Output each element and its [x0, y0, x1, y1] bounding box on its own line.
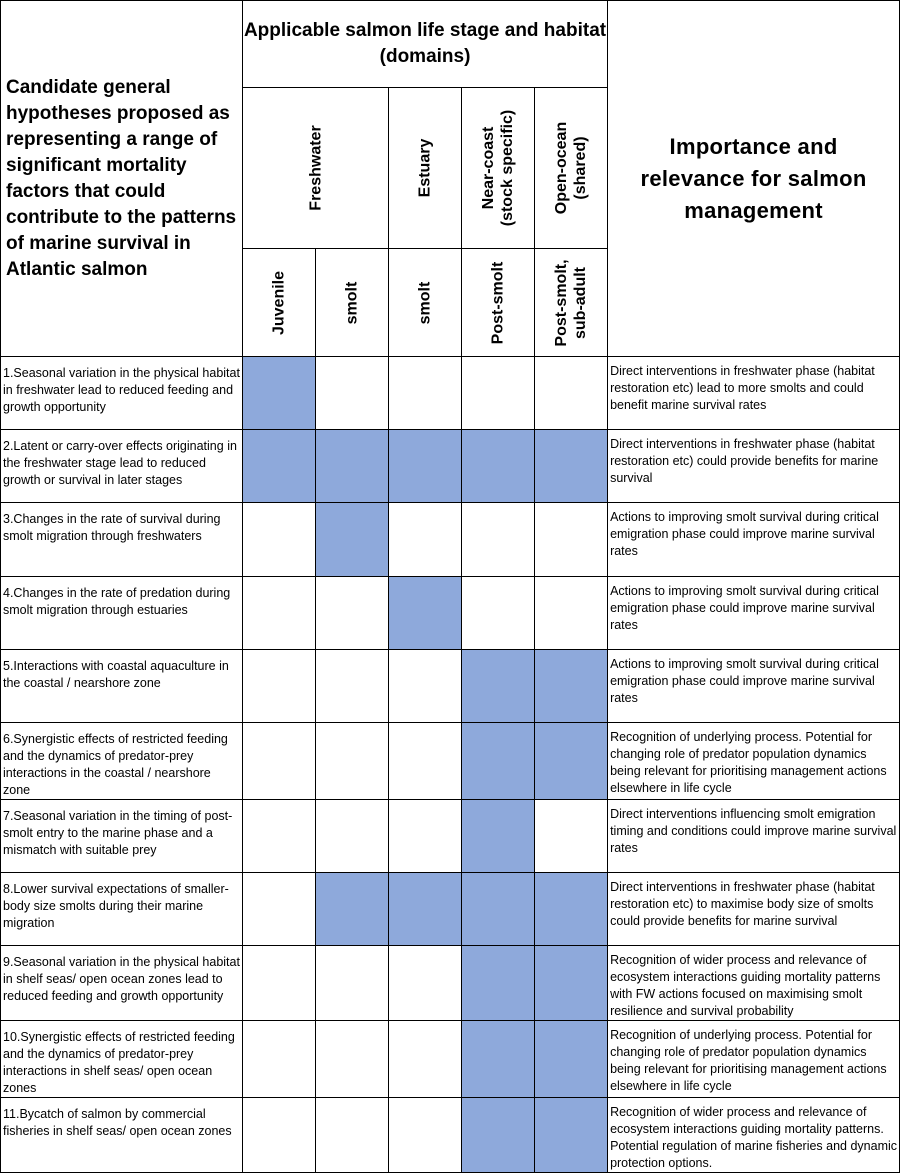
hypothesis-row [1, 1021, 900, 1098]
hypothesis-cell: 7.Seasonal variation in the timing of post-smolt entry to the marine phase and a mismatch with suitable prey [1, 800, 243, 873]
hypothesis-row [1, 873, 900, 946]
hypothesis-row [1, 430, 900, 503]
stage-cell-empty [535, 577, 608, 650]
importance-title: Importance and relevance for salmon management [640, 133, 867, 223]
stage-cell-empty [243, 1021, 316, 1098]
stage-cell-empty [389, 946, 462, 1021]
stage-cell-empty [243, 800, 316, 873]
stage-cell-applicable [389, 577, 462, 650]
stage-cell-empty [316, 1098, 389, 1173]
domain-label: Open-ocean [553, 121, 571, 215]
importance-cell: Direct interventions in freshwater phase (habitat restoration etc) lead to more smolts and could benefit marine survival rates [608, 357, 900, 430]
stage-cell-applicable [535, 873, 608, 946]
hypothesis-row [1, 946, 900, 1021]
stage-cell-empty [389, 357, 462, 430]
stage-cell-empty [389, 723, 462, 800]
stage-cell-empty [389, 503, 462, 577]
stage-cell-empty [243, 723, 316, 800]
stage-juvenile [243, 249, 316, 357]
hypothesis-row [1, 1098, 900, 1173]
stage-cell-empty [316, 1021, 389, 1098]
stage-label: Juvenile [270, 270, 288, 335]
stage-cell-applicable [462, 650, 535, 723]
stage-cell-empty [316, 357, 389, 430]
stage-cell-empty [243, 577, 316, 650]
stage-cell-empty [243, 503, 316, 577]
stage-cell-empty [243, 1098, 316, 1173]
stage-cell-applicable [389, 430, 462, 503]
hypothesis-cell: 9.Seasonal variation in the physical habitat in shelf seas/ open ocean zones lead to reduced feeding and growth opportunity [1, 946, 243, 1021]
stage-cell-empty [243, 946, 316, 1021]
hypothesis-cell: 6.Synergistic effects of restricted feeding and the dynamics of predator-prey interactions in the coastal / nearshore zone [1, 723, 243, 800]
stage-cell-applicable [462, 1021, 535, 1098]
stage-cell-applicable [462, 723, 535, 800]
stage-cell-empty [389, 650, 462, 723]
importance-cell: Actions to improving smolt survival during critical emigration phase could improve marine survival rates [608, 577, 900, 650]
stage-cell-applicable [462, 873, 535, 946]
stage-cell-empty [462, 503, 535, 577]
hypothesis-cell: 5.Interactions with coastal aquaculture in the coastal / nearshore zone [1, 650, 243, 723]
stage-cell-applicable [462, 800, 535, 873]
domain-near-coast [462, 88, 535, 249]
stage-cell-empty [316, 650, 389, 723]
hypothesis-row [1, 650, 900, 723]
stage-cell-empty [243, 650, 316, 723]
stage-cell-applicable [535, 723, 608, 800]
stage-cell-applicable [389, 873, 462, 946]
stage-cell-empty [389, 1021, 462, 1098]
importance-column-header [608, 1, 900, 357]
domains-header: Applicable salmon life stage and habitat (domains) [243, 1, 608, 88]
domain-open-ocean [535, 88, 608, 249]
importance-cell: Recognition of wider process and relevance of ecosystem interactions guiding mortality patterns with FW actions focused on maximising smolt resilience and survival probability [608, 946, 900, 1021]
stage-label: smolt [343, 281, 361, 324]
importance-cell: Direct interventions in freshwater phase (habitat restoration etc) could provide benefits for marine survival [608, 430, 900, 503]
importance-cell: Recognition of underlying process. Potential for changing role of predator population dynamics being relevant for prioritising management actions elsewhere in life cycle [608, 1021, 900, 1098]
stage-cell-empty [389, 800, 462, 873]
stage-cell-applicable [243, 430, 316, 503]
stage-label: Post-smolt, [553, 258, 571, 347]
domain-label: Freshwater [307, 125, 324, 211]
stage-smolt-freshwater [316, 249, 389, 357]
stage-cell-applicable [316, 503, 389, 577]
domain-estuary [389, 88, 462, 249]
stage-label: smolt [416, 281, 434, 324]
hypothesis-row [1, 723, 900, 800]
domain-sublabel: (stock specific) [499, 109, 516, 227]
domain-freshwater [243, 88, 389, 249]
stage-cell-applicable [535, 650, 608, 723]
stage-cell-applicable [462, 1098, 535, 1173]
stage-cell-applicable [316, 430, 389, 503]
stage-cell-empty [316, 577, 389, 650]
stage-cell-empty [462, 357, 535, 430]
stage-cell-empty [316, 723, 389, 800]
stage-cell-empty [243, 873, 316, 946]
stage-cell-empty [535, 357, 608, 430]
stage-cell-applicable [535, 430, 608, 503]
stage-cell-applicable [535, 1098, 608, 1173]
importance-cell: Direct interventions in freshwater phase (habitat restoration etc) to maximise body size of smolts could provide benefits for marine survival [608, 873, 900, 946]
stage-cell-empty [535, 503, 608, 577]
stage-cell-applicable [535, 946, 608, 1021]
stage-cell-applicable [462, 430, 535, 503]
stage-cell-applicable [462, 946, 535, 1021]
hypothesis-cell: 1.Seasonal variation in the physical habitat in freshwater lead to reduced feeding and growth opportunity [1, 357, 243, 430]
stage-cell-applicable [316, 873, 389, 946]
stage-label: Post-smolt [489, 261, 507, 344]
hypothesis-row [1, 800, 900, 873]
hypothesis-cell: 10.Synergistic effects of restricted feeding and the dynamics of predator-prey interactions in shelf seas/ open ocean zones [1, 1021, 243, 1098]
stage-cell-empty [462, 577, 535, 650]
hypotheses-column-header: Candidate general hypotheses proposed as representing a range of significant mortality factors that could contribute to the patterns of marine survival in Atlantic salmon [1, 1, 243, 357]
stage-post-smolt-sub-adult [535, 249, 608, 357]
domain-sublabel: (shared) [572, 136, 590, 200]
hypothesis-cell: 4.Changes in the rate of predation during smolt migration through estuaries [1, 577, 243, 650]
stage-sublabel: sub-adult [572, 266, 590, 339]
importance-cell: Direct interventions influencing smolt emigration timing and conditions could improve marine survival rates [608, 800, 900, 873]
importance-cell: Actions to improving smolt survival during critical emigration phase could improve marine survival rates [608, 503, 900, 577]
importance-cell: Recognition of underlying process. Potential for changing role of predator population dynamics being relevant for prioritising management actions elsewhere in life cycle [608, 723, 900, 800]
stage-cell-applicable [535, 1021, 608, 1098]
hypothesis-row [1, 503, 900, 577]
domain-label: Near-coast [480, 126, 497, 210]
stage-smolt-estuary [389, 249, 462, 357]
hypothesis-cell: 11.Bycatch of salmon by commercial fisheries in shelf seas/ open ocean zones [1, 1098, 243, 1173]
stage-cell-empty [535, 800, 608, 873]
hypothesis-row [1, 357, 900, 430]
importance-cell: Actions to improving smolt survival during critical emigration phase could improve marine survival rates [608, 650, 900, 723]
domain-label: Estuary [416, 138, 434, 198]
stage-cell-empty [316, 800, 389, 873]
stage-cell-applicable [243, 357, 316, 430]
hypothesis-cell: 2.Latent or carry-over effects originating in the freshwater stage lead to reduced growth or survival in later stages [1, 430, 243, 503]
stage-cell-empty [316, 946, 389, 1021]
stage-cell-empty [389, 1098, 462, 1173]
hypothesis-cell: 8.Lower survival expectations of smaller-body size smolts during their marine migration [1, 873, 243, 946]
importance-cell: Recognition of wider process and relevance of ecosystem interactions guiding mortality patterns. Potential regulation of marine fisheries and dynamic protection options. [608, 1098, 900, 1173]
hypothesis-cell: 3.Changes in the rate of survival during smolt migration through freshwaters [1, 503, 243, 577]
hypothesis-row [1, 577, 900, 650]
stage-post-smolt [462, 249, 535, 357]
